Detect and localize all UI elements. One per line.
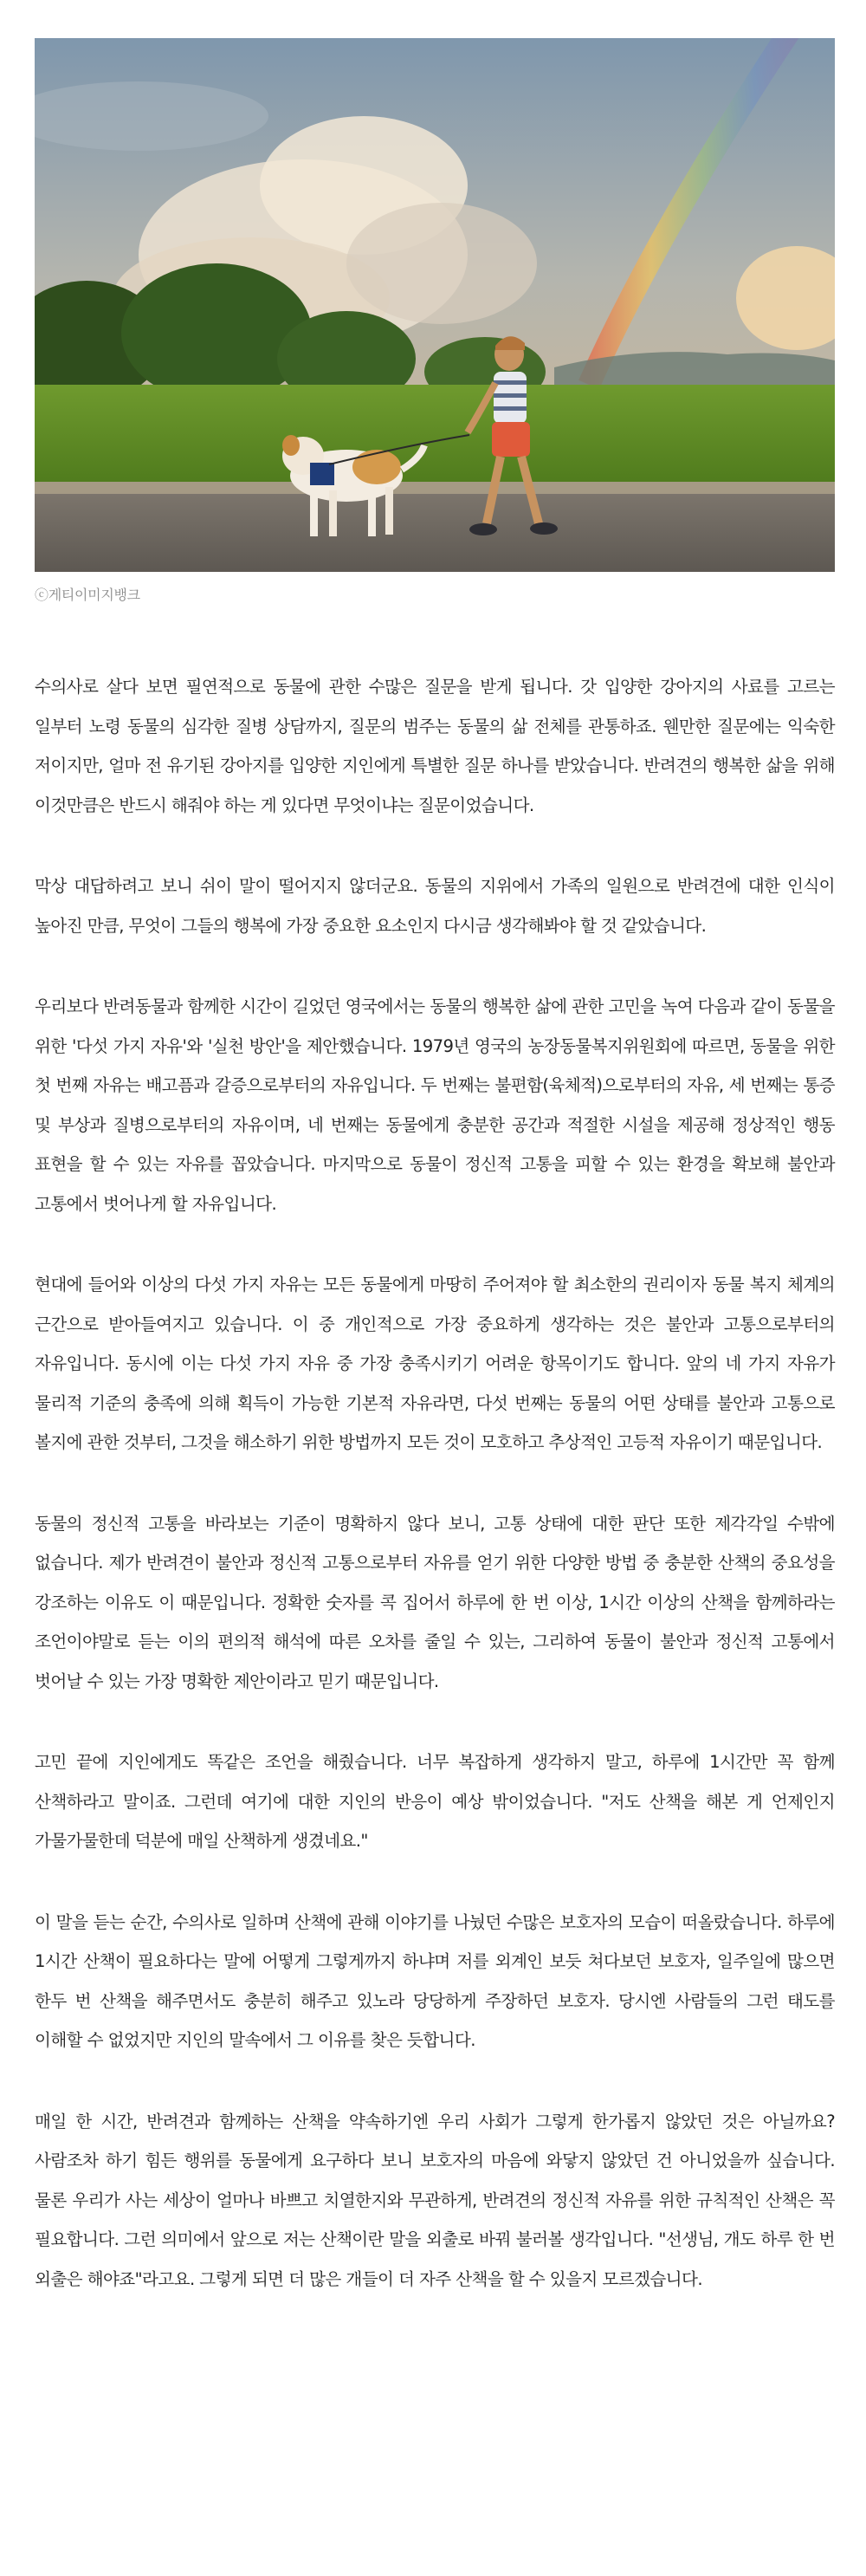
paragraph: 고민 끝에 지인에게도 똑같은 조언을 해줬습니다. 너무 복잡하게 생각하지 말고, 하루에 1시간만 꼭 함께 산책하라고 말이죠. 그런데 여기에 대한 지인의 반응이 예상 밖이었습니다. "저도 산책을 해본 게 언제인지 가물가물한데 덕분에 매일 산책하게 생겼네요." bbox=[35, 1752, 836, 1851]
paragraph: 동물의 정신적 고통을 바라보는 기준이 명확하지 않다 보니, 고통 상태에 대한 판단 또한 제각각일 수밖에 없습니다. 제가 반려견이 불안과 정신적 고통으로부터 자유를 얻기 위한 다양한 방법 중 충분한 산책의 중요성을 강조하는 이유도 이 때문입니다. 정확한 숫자를 콕 집어서 하루에 한 번 이상, 1시간 이상의 산책을 함께하라는 조언이야말로 듣는 이의 편의적 해석에 따른 오차를 줄일 수 있는, 그리하여 동물이 불안과 정신적 고통에서 벗어날 수 있는 가장 명확한 제안이라고 믿기 때문입니다. bbox=[35, 1513, 835, 1691]
boy-walking-dog-rainbow-image bbox=[35, 38, 835, 572]
paragraph: 매일 한 시간, 반려견과 함께하는 산책을 약속하기엔 우리 사회가 그렇게 한가롭지 않았던 것은 아닐까요? 사람조차 하기 힘든 행위를 동물에게 요구하다 보니 보호자의 마음에 와닿지 않았던 건 아니었을까 싶습니다. 물론 우리가 사는 세상이 얼마나 바쁘고 치열한지와 무관하게, 반려견의 정신적 자유를 위한 규칙적인 산책은 꼭 필요합니다. 그런 의미에서 앞으로 저는 산책이란 말을 외출로 바꿔 불러볼 생각입니다. "선생님, 개도 하루 한 번 외출은 해야죠"라고요. 그렇게 되면 더 많은 개들이 더 자주 산책을 할 수 있을지 모르겠습니다. bbox=[35, 2111, 835, 2289]
paragraph: 막상 대답하려고 보니 쉬이 말이 떨어지지 않더군요. 동물의 지위에서 가족의 일원으로 반려견에 대한 인식이 높아진 만큼, 무엇이 그들의 행복에 가장 중요한 요소인지 다시금 생각해봐야 할 것 같았습니다. bbox=[35, 876, 835, 936]
paragraph: 수의사로 살다 보면 필연적으로 동물에 관한 수많은 질문을 받게 됩니다. 갓 입양한 강아지의 사료를 고르는 일부터 노령 동물의 심각한 질병 상담까지, 질문의 범주는 동물의 삶 전체를 관통하죠. 웬만한 질문에는 익숙한 저이지만, 얼마 전 유기된 강아지를 입양한 지인에게 특별한 질문 하나를 받았습니다. 반려견의 행복한 삶을 위해 이것만큼은 반드시 해줘야 하는 게 있다면 무엇이냐는 질문이었습니다. bbox=[35, 677, 835, 815]
article-photo bbox=[35, 38, 835, 572]
paragraph: 현대에 들어와 이상의 다섯 가지 자유는 모든 동물에게 마땅히 주어져야 할 최소한의 권리이자 동물 복지 체계의 근간으로 받아들여지고 있습니다. 이 중 개인적으로 가장 중요하게 생각하는 것은 불안과 고통으로부터의 자유입니다. 동시에 이는 다섯 가지 자유 중 가장 충족시키기 어려운 항목이기도 합니다. 앞의 네 가지 자유가 물리적 기준의 충족에 의해 획득이 가능한 기본적 자유라면, 다섯 번째는 동물의 어떤 상태를 불안과 고통으로 볼지에 관한 것부터, 그것을 해소하기 위한 방법까지 모든 것이 모호하고 추상적인 고등적 자유이기 때문입니다. bbox=[35, 1275, 835, 1452]
paragraph: 이 말을 듣는 순간, 수의사로 일하며 산책에 관해 이야기를 나눴던 수많은 보호자의 모습이 떠올랐습니다. 하루에 1시간 산책이 필요하다는 말에 어떻게 그렇게까지 하냐며 저를 외계인 보듯 쳐다보던 보호자, 일주일에 많으면 한두 번 산책을 해주면서도 충분히 해주고 있노라 당당하게 주장하던 보호자. 당시엔 사람들의 그런 태도를 이해할 수 없었지만 지인의 말속에서 그 이유를 찾은 듯합니다. bbox=[35, 1911, 835, 2050]
paragraph: 우리보다 반려동물과 함께한 시간이 길었던 영국에서는 동물의 행복한 삶에 관한 고민을 녹여 다음과 같이 동물을 위한 '다섯 가지 자유'와 '실천 방안'을 제안했습니다. 1979년 영국의 농장동물복지위원회에 따르면, 동물을 위한 첫 번째 자유는 배고픔과 갈증으로부터의 자유입니다. 두 번째는 불편함(육체적)으로부터의 자유, 세 번째는 통증 및 부상과 질병으로부터의 자유이며, 네 번째는 동물에게 충분한 공간과 적절한 시설을 제공해 정상적인 행동 표현을 할 수 있는 자유를 꼽았습니다. 마지막으로 동물이 정신적 고통을 피할 수 있는 환경을 확보해 불안과 고통에서 벗어나게 할 자유입니다. bbox=[35, 996, 835, 1214]
photo-credit: ⓒ게티이미지뱅크 bbox=[35, 587, 140, 603]
article-body bbox=[35, 667, 835, 2340]
